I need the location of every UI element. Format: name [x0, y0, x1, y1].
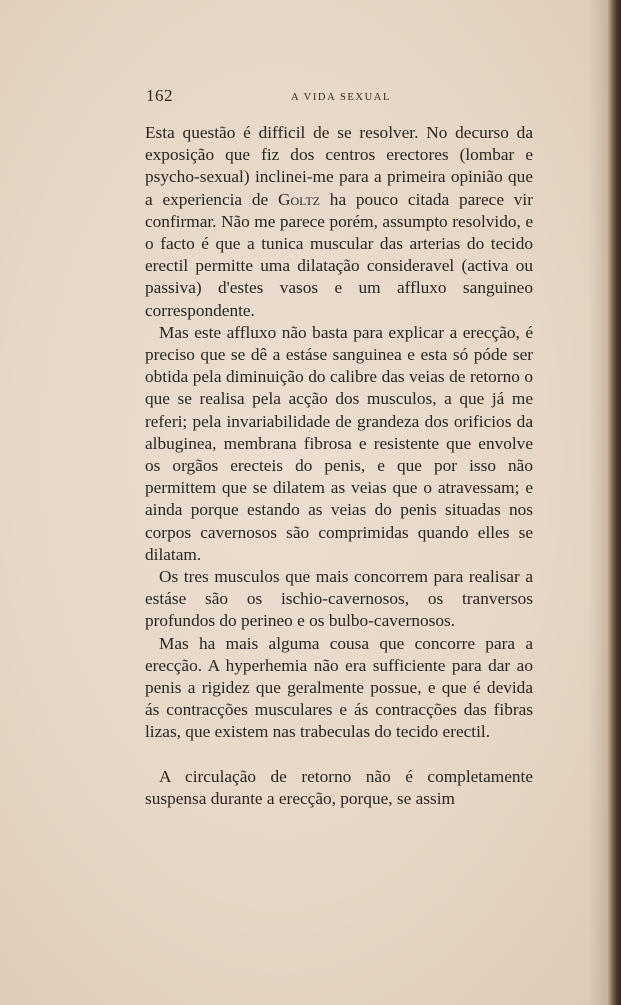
- author-name-goltz: Goltz: [277, 189, 321, 209]
- paragraph-2: Mas este affluxo não basta para explicar a erecção, é preciso que se dê a estáse sanguinea e esta só póde ser obtida pela diminuição do calibre das veias de retorno o que se realisa pela acção dos musculos, a que já me referi; pela invariabilidade de grandeza dos orificios da albuginea, membrana fibrosa e resistente que envolve os orgãos erecteis do penis, e que por isso não permittem que se dilatem as veias que o atravessam; e ainda porque estando as veias do penis situadas nos corpos cavernosos são comprimidas quando elles se dilatam.: [145, 322, 533, 564]
- paragraph-1-text-after: ha pouco citada parece vir confirmar. Não me parece porém, assumpto resolvido, e o facto é que a tunica muscular das arterias do tecido erectil permitte uma dilatação consideravel (activa ou passiva) d'estes vasos e um affluxo sanguineo correspondente.: [145, 189, 533, 320]
- binding-shadow: [589, 0, 607, 1005]
- body-text: [145, 122, 533, 810]
- paragraph-3: Os tres musculos que mais concorrem para realisar a estáse são os ischio-cavernosos, os tranversos profundos do perineo e os bulbo-cavernosos.: [145, 567, 533, 631]
- page-number: 162: [146, 86, 173, 105]
- paragraph-1-text-before: Esta questão é difficil de se resolver. No decurso da exposição que fiz dos centros erectores (lombar e psycho-sexual) inclinei-me para a primeira opinião que a experiencia de: [145, 123, 533, 209]
- running-head: A VIDA SEXUAL: [291, 92, 391, 103]
- paragraph-1: [145, 122, 533, 322]
- book-binding-edge: [607, 0, 621, 1005]
- paragraph-4: Mas ha mais alguma cousa que concorre para a erecção. A hyperhemia não era sufficiente para dar ao penis a rigidez que geralmente possue, e que é devida ás contracções musculares e ás contracções das fibras lizas, que existem nas trabeculas do tecido erectil.: [145, 633, 533, 742]
- page-header: [146, 86, 536, 110]
- paragraph-5: A circulação de retorno não é completamente suspensa durante a erecção, porque, se assim: [145, 766, 533, 808]
